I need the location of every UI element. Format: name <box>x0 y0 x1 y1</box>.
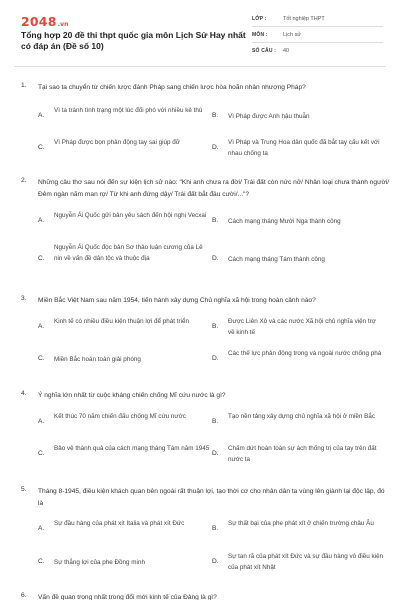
option-letter: D. <box>212 558 219 565</box>
option-letter: D. <box>212 255 219 262</box>
meta-value: Tốt nghiệp THPT <box>283 15 325 22</box>
document-title: Tổng hợp 20 đề thi thpt quốc gia môn Lịch Sử Hay nhất có đáp án (Đề số 10) <box>21 30 246 51</box>
header-divider <box>14 66 386 67</box>
meta-value: Lịch sử <box>283 31 302 38</box>
option-text: Vì Pháp được bọn phản động tay sai giúp đỡ <box>54 139 180 146</box>
option-text: Nguyễn Ái Quốc đọc bản Sơ thảo luận cương của Lê nin về vấn đề dân tộc và thuộc địa <box>54 244 203 262</box>
option-text: Sự tan rã của phát xít Đức và sự đầu hàng vô điều kiện của phát xít Nhật <box>228 553 384 571</box>
question-text: Vấn đề quan trọng nhất trong đổi mới kinh tế của Đảng là gì? <box>38 594 217 600</box>
logo-suffix: .vn <box>57 21 69 28</box>
option-letter: B. <box>212 323 219 330</box>
option-letter: A. <box>38 418 45 425</box>
option-text: Tạo nền tảng xây dựng chủ nghĩa xã hội ở miền Bắc <box>228 413 375 420</box>
option-text: Được Liên Xô và các nước Xã hội chủ nghĩa viện trợ về kinh tế <box>228 318 376 336</box>
option-letter: D. <box>212 144 219 151</box>
question-number: 5. <box>21 486 27 493</box>
option-text: Bảo vệ thành quả của cách mạng tháng Tám năm 1945 <box>54 445 210 452</box>
option-letter: B. <box>212 217 219 224</box>
option-letter: C. <box>38 255 45 262</box>
question-number: 2. <box>21 177 27 184</box>
option-letter: C. <box>38 558 45 565</box>
option-text: Các thế lực phản động trong và ngoài nước chống phá <box>228 350 382 357</box>
option-text: Miền Bắc hoàn toàn giải phóng <box>54 356 141 363</box>
question-number: 1. <box>21 82 27 89</box>
option-letter: C. <box>38 355 45 362</box>
option-letter: D. <box>212 450 219 457</box>
meta-label: MÔN : <box>252 31 268 38</box>
meta-label: LỚP : <box>252 15 267 22</box>
option-text: Vì Pháp được Anh hậu thuẫn <box>228 113 310 120</box>
question-number: 3. <box>21 295 27 302</box>
option-text: Sự thất bại của phe phát xít ở chiến trường châu Âu <box>228 520 374 527</box>
option-text: Sự thắng lợi của phe Đồng minh <box>54 559 145 566</box>
option-text: Cách mạng tháng Mười Nga thành công <box>228 218 341 225</box>
option-text: Cách mạng tháng Tám thành công <box>228 256 325 263</box>
option-text: Vì ta tránh tình trạng một lúc đối phó với nhiều kẻ thù <box>54 107 203 114</box>
meta-row-question-count <box>252 43 383 59</box>
option-text: Sự đầu hàng của phát xít Italia và phát xít Đức <box>54 520 185 527</box>
document-meta-table <box>252 11 383 59</box>
question-text: Tháng 8-1945, điều kiện khách quan bên ngoài rất thuận lợi, tạo thời cơ cho nhân dân ta vùng lên giành lại độc lập, đó là <box>38 488 385 507</box>
question-number: 4. <box>21 390 27 397</box>
meta-row-grade <box>252 11 383 27</box>
question-text: Tại sao ta chuyển từ chiến lược đánh Pháp sang chiến lược hòa hoãn nhân nhượng Pháp? <box>38 84 306 91</box>
option-letter: A. <box>38 112 45 119</box>
option-text: Vì Pháp và Trung Hoa dân quốc đã bắt tay cấu kết với nhau chống ta <box>228 139 380 157</box>
question-text: Những câu thơ sau nói đến sự kiện lịch sử nào: "Khi anh chưa ra đời/ Trái đất còn nức nở/ Nhân loại chưa thành người/ Đêm ngàn năm man rợ/ Từ khi anh đứng dậy/ Trái đất bắt đầu cười/..."? <box>38 179 390 198</box>
option-letter: C. <box>38 144 45 151</box>
option-text: Kinh tế có nhiều điều kiện thuận lợi để phát triển <box>54 318 190 325</box>
question-text: Miền Bắc Việt Nam sau năm 1954, tiến hành xây dựng Chủ nghĩa xã hội trong hoàn cảnh nào? <box>38 297 316 304</box>
question-text: Ý nghĩa lớn nhất từ cuộc kháng chiến chống Mĩ cứu nước là gì? <box>38 392 226 399</box>
option-letter: B. <box>212 525 219 532</box>
option-text: Nguyễn Ái Quốc gửi bản yêu sách đến hội nghị Vecxai <box>54 212 207 219</box>
meta-value: 40 <box>283 48 290 54</box>
site-logo[interactable] <box>21 14 69 29</box>
option-letter: D. <box>212 355 219 362</box>
question-number: 6. <box>21 592 27 599</box>
option-text: Kết thúc 70 năm chiến đấu chống Mĩ cứu nước <box>54 413 186 420</box>
option-letter: B. <box>212 418 219 425</box>
option-letter: A. <box>38 323 45 330</box>
option-letter: C. <box>38 450 45 457</box>
option-text: Chấm dứt hoàn toàn sự ách thống trị của tay trên đất nước ta <box>228 445 377 463</box>
option-letter: B. <box>212 112 219 119</box>
meta-row-subject <box>252 27 383 43</box>
logo-text: 2048 <box>21 14 57 29</box>
option-letter: A. <box>38 217 45 224</box>
meta-label: SỐ CÂU : <box>252 48 277 54</box>
option-letter: A. <box>38 525 45 532</box>
document-header <box>0 0 400 66</box>
